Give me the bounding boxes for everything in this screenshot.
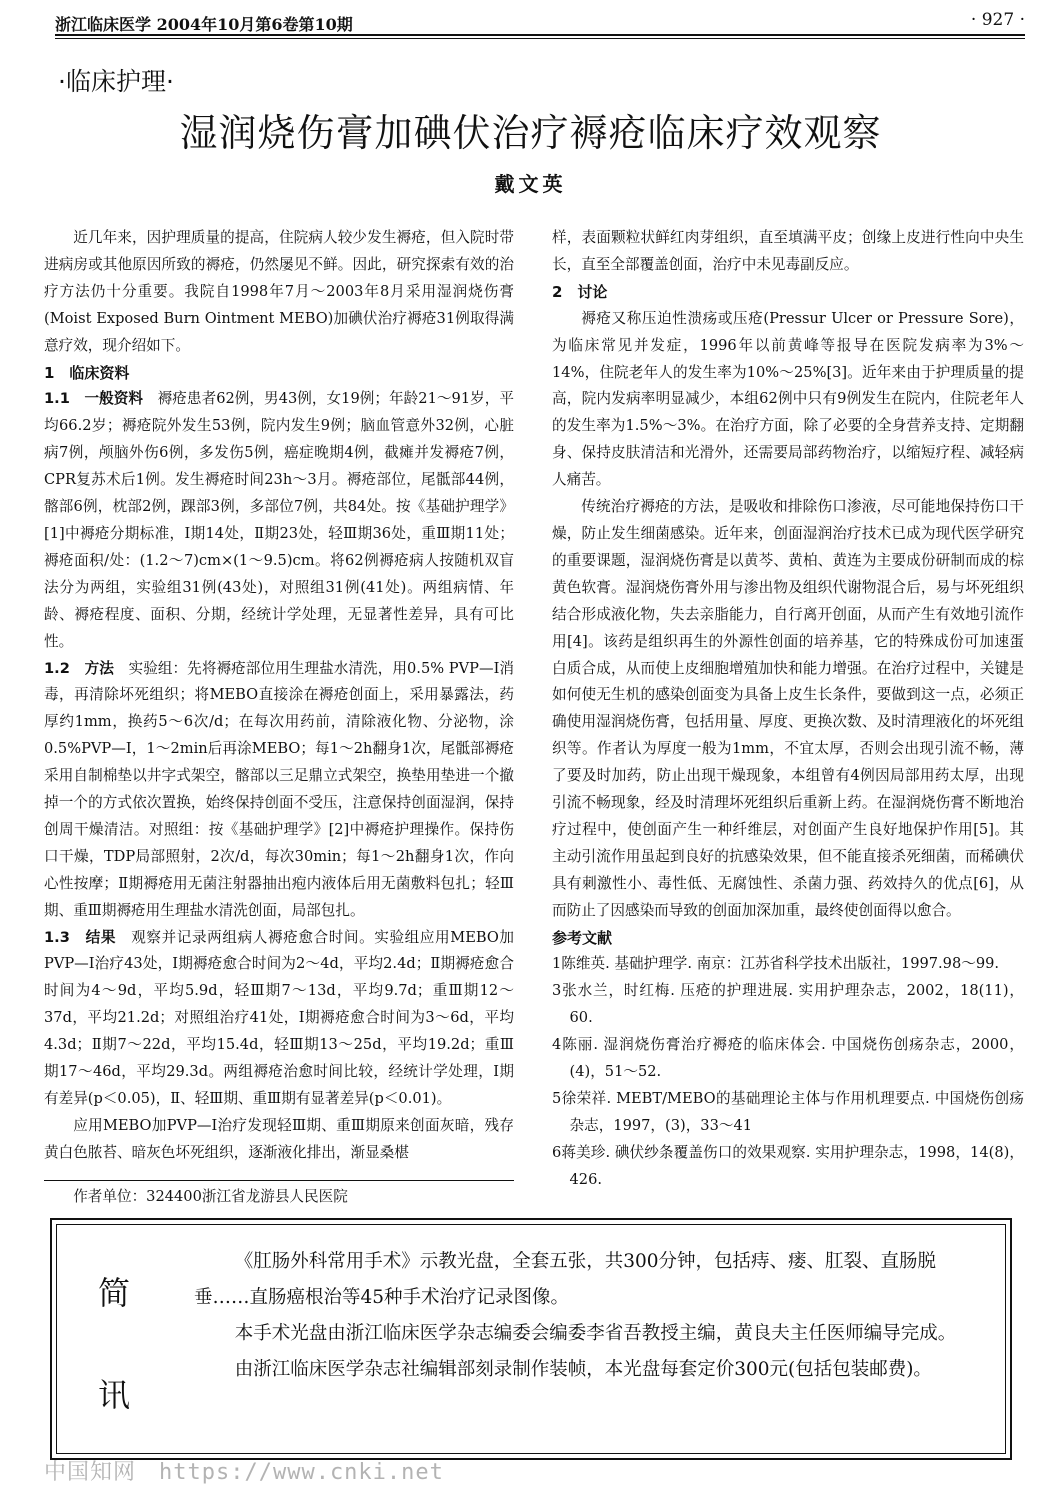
continued-paragraph: 样，表面颗粒状鲜红肉芽组织，直至填满平皮；创缘上皮进行性向中央生长，直至全部覆盖创面，治疗中未见毒副反应。 bbox=[552, 229, 1024, 273]
author-affiliation: 作者单位：324400浙江省龙游县人民医院 bbox=[44, 1180, 514, 1206]
news-box bbox=[50, 1218, 1012, 1460]
subheading-method: 1.2 方法 bbox=[44, 659, 114, 677]
article-author: 戴文英 bbox=[494, 172, 567, 196]
subheading-general-data: 1.1 一般资料 bbox=[44, 390, 144, 408]
news-paragraph-1: 《肛肠外科常用手术》示教光盘，全套五张，共300分钟，包括痔、瘘、肛裂、直肠脱垂……直肠癌根治等45种手术治疗记录图像。 bbox=[194, 1251, 937, 1308]
reference-item: 6蒋美珍. 碘伏纱条覆盖伤口的效果观察. 实用护理杂志，1998，14(8)，426. bbox=[552, 1143, 1024, 1188]
subheading-results: 1.3 结果 bbox=[44, 928, 117, 946]
reference-item: 3张水兰，时红梅. 压疮的护理进展. 实用护理杂志，2002，18(11)，60. bbox=[552, 982, 1024, 1027]
news-box-label-bottom: 讯 bbox=[98, 1376, 131, 1414]
paragraph-method bbox=[44, 656, 514, 925]
page-number: · 927 · bbox=[970, 10, 1025, 30]
paragraph-results bbox=[44, 925, 514, 1113]
discussion-paragraph-2: 传统治疗褥疮的方法，是吸收和排除伤口渗液，尽可能地保持伤口干燥，防止发生细菌感染。近年来，创面湿润治疗技术已成为现代医学研究的重要课题，湿润烧伤膏是以黄芩、黄柏、黄连为主要成份研制而成的棕黄色软膏。湿润烧伤膏外用与渗出物及组织代谢物混合后，易与坏死组织结合形成液化物，失去亲脂能力，自行离开创面，从而产生有效地引流作用[4]。该药是组织再生的外源性创面的培养基，它的特殊成份可加速蛋白质合成，从而使上皮细胞增殖加快和能力增强。在治疗过程中，关键是如何使无生机的感染创面变为具备上皮生长条件，要做到这一点，必须正确使用湿润烧伤膏，包括用量、厚度、更换次数、及时清理液化的坏死组织等。作者认为厚度一般为1mm，不宜太厚，否则会出现引流不畅，薄了要及时加药，防止出现干燥现象，本组曾有4例因局部用药太厚，出现引流不畅现象，经及时清理坏死组织后重新上药。在湿润烧伤膏不断地治疗过程中，使创面产生一种纤维层，对创面产生良好地保护作用[5]。其主动引流作用虽起到良好的抗感染效果，但不能直接杀死细菌，而稀碘伏具有刺激性小、毒性低、无腐蚀性、杀菌力强、药效持久的优点[6]，从而防止了因感染而导致的创面加深加重，最终使创面得以愈合。 bbox=[552, 498, 1024, 919]
right-column bbox=[552, 225, 1024, 1194]
news-box-body bbox=[194, 1244, 984, 1388]
discussion-paragraph-1: 褥疮又称压迫性溃疡或压疮(Pressur Ulcer or Pressure Sore)，为临床常见并发症，1996年以前黄峰等报导在医院发病率为3%～14%，住院老年人的发生率为10%～25%[3]。近年来由于护理质量的提高，院内发病率明显减少，本组62例中只有9例发生在院内，住院老年人的发生率为1.5%～3%。在治疗方面，除了必要的全身营养支持、定期翻身、保持皮肤清洁和光滑外，还需要局部药物治疗，以缩短疗程、减轻病人痛苦。 bbox=[552, 309, 1024, 489]
news-paragraph-3: 由浙江临床医学杂志社编辑部刻录制作装帧，本光盘每套定价300元(包括包装邮费)。 bbox=[234, 1359, 932, 1380]
heading-references: 参考文献 bbox=[552, 928, 613, 947]
section-label: ·临床护理· bbox=[58, 67, 174, 96]
header-rule-thin bbox=[55, 38, 1025, 39]
reference-item: 4陈丽. 湿润烧伤膏治疗褥疮的临床体会. 中国烧伤创疡杂志，2000，(4)，51～52. bbox=[552, 1036, 1024, 1081]
general-data-text: 褥疮患者62例，男43例，女19例；年龄21～91岁，平均66.2岁；褥疮院外发生53例，院内发生9例；脑血管意外32例，心脏病7例，颅脑外伤6例，多发伤5例，癌症晚期4例，截瘫并发褥疮7例，CPR复苏术后1例。发生褥疮时间23h～3月。褥疮部位，尾骶部44例，髂部6例，枕部2例，踝部3例，多部位7例，共84处。按《基础护理学》[1]中褥疮分期标准，I期14处，Ⅱ期23处，轻Ⅲ期36处，重Ⅲ期11处；褥疮面积/处：(1.2～7)cm×(1～9.5)cm。将62例褥疮病人按随机双盲法分为两组，实验组31例(43处)，对照组31例(41处)。两组病情、年龄、褥疮程度、面积、分期，经统计学处理，无显著性差异，具有可比性。 bbox=[44, 390, 514, 650]
results-text: 观察并记录两组病人褥疮愈合时间。实验组应用MEBO加PVP—I治疗43处，I期褥疮愈合时间为2～4d，平均2.4d；Ⅱ期褥疮愈合时间为4～9d，平均5.9d，轻Ⅲ期7～13d，平均9.7d；重Ⅲ期12～37d，平均21.2d；对照组治疗41处，I期褥疮愈合时间为3～6d，平均4.3d；Ⅱ期7～22d，平均15.4d，轻Ⅲ期13～25d，平均19.2d；重Ⅲ期17～46d，平均29.3d。两组褥疮治愈时间比较，经统计学处理，I期有差异(p＜0.05)，Ⅱ、轻Ⅲ期、重Ⅲ期有显著差异(p＜0.01)。 bbox=[44, 928, 514, 1107]
paragraph-general-data bbox=[44, 386, 514, 655]
paragraph-observation: 应用MEBO加PVP—I治疗发现轻Ⅲ期、重Ⅲ期原来创面灰暗，残存黄白色脓苔、暗灰色坏死组织，逐渐液化排出，渐显桑椹 bbox=[44, 1116, 514, 1161]
method-text: 实验组：先将褥疮部位用生理盐水清洗，用0.5% PVP—I消毒，再清除坏死组织；将MEBO直接涂在褥疮创面上，采用暴露法，药厚约1mm，换药5～6次/d；在每次用药前，清除液化物、分泌物，涂0.5%PVP—I，1～2min后再涂MEBO；每1～2h翻身1次，尾骶部褥疮采用自制棉垫以井字式架空，髂部以三足鼎立式架空，换垫用垫进一个撤掉一个的方式依次置换，始终保持创面不受压，注意保持创面湿润，保持创周干燥清洁。对照组：按《基础护理学》[2]中褥疮护理操作。保持伤口干燥，TDP局部照射，2次/d，每次30min；每1～2h翻身1次，作向心性按摩；Ⅱ期褥疮用无菌注射器抽出疱内液体后用无菌敷料包扎；轻Ⅲ期、重Ⅲ期褥疮用生理盐水清洗创面，局部包扎。 bbox=[44, 659, 514, 919]
reference-item: 5徐荣祥. MEBT/MEBO的基础理论主体与作用机理要点. 中国烧伤创疡杂志，1997，(3)，33～41 bbox=[552, 1090, 1024, 1134]
running-header bbox=[55, 8, 1025, 34]
intro-paragraph: 近几年来，因护理质量的提高，住院病人较少发生褥疮，但入院时带进病房或其他原因所致的褥疮，仍然屡见不鲜。因此，研究探索有效的治疗方法仍十分重要。我院自1998年7月～2003年8月采用湿润烧伤膏(Moist Exposed Burn Ointment MEBO)加碘伏治疗褥疮31例取得满意疗效，现介绍如下。 bbox=[44, 229, 514, 354]
reference-item: 1陈维英. 基础护理学. 南京：江苏省科学技术出版社，1997.98～99. bbox=[552, 955, 1000, 973]
header-rule bbox=[55, 34, 1025, 36]
heading-clinical-data: 1 临床资料 bbox=[44, 363, 130, 382]
heading-discussion: 2 讨论 bbox=[552, 282, 608, 301]
article-title: 湿润烧伤膏加碘伏治疗褥疮临床疗效观察 bbox=[179, 111, 882, 155]
journal-info: 浙江临床医学 2004年10月第6卷第10期 bbox=[55, 15, 353, 34]
cnki-watermark: 中国知网 https://www.cnki.net bbox=[44, 1460, 444, 1485]
news-box-label-top: 简 bbox=[98, 1274, 131, 1312]
left-column bbox=[44, 225, 514, 1167]
news-paragraph-2: 本手术光盘由浙江临床医学杂志编委会编委李省吾教授主编，黄良夫主任医师编导完成。 bbox=[234, 1323, 957, 1344]
